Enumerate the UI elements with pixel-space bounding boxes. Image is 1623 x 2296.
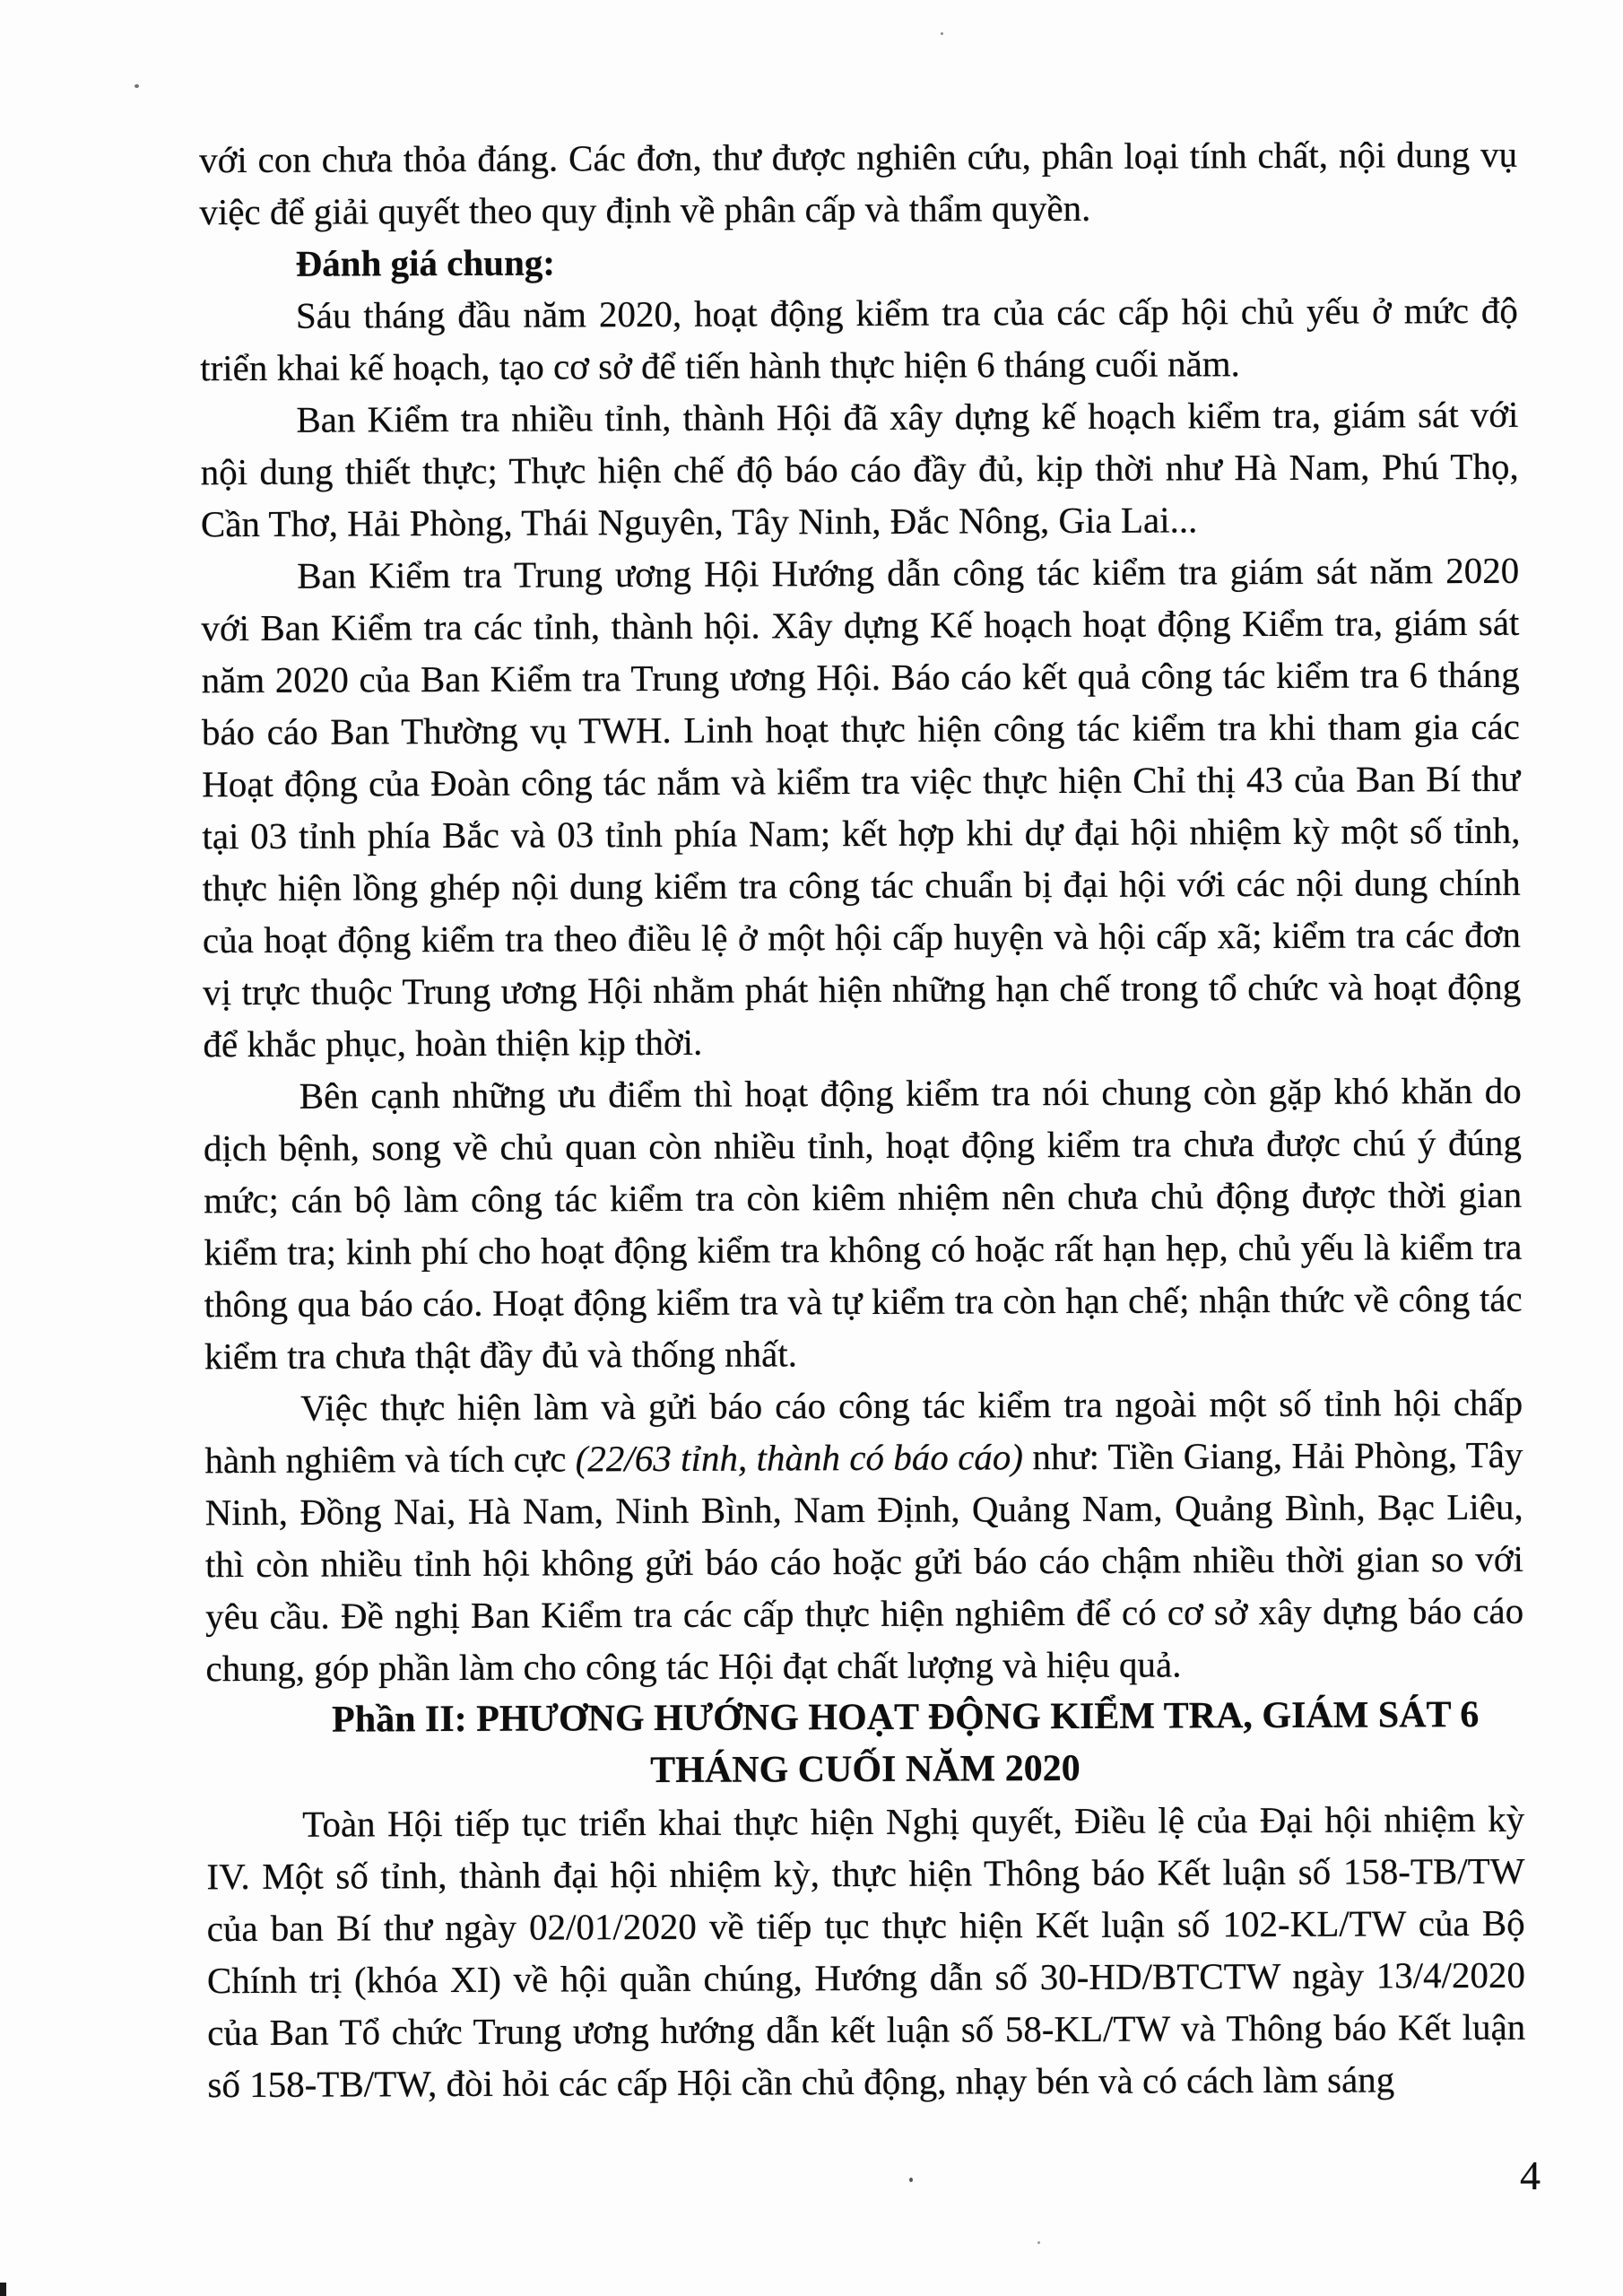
para-ban-kiem-tra-trung-uong: Ban Kiểm tra Trung ương Hội Hướng dẫn công tác kiểm tra giám sát năm 2020 với Ban Kiểm tra các tỉnh, thành hội. Xây dựng Kế hoạch hoạt động Kiểm tra, giám sát năm 2020 của Ban Kiểm tra Trung ương Hội. Báo cáo kết quả công tác kiểm tra 6 tháng báo cáo Ban Thường vụ TWH. Linh hoạt thực hiện công tác kiểm tra khi tham gia các Hoạt động của Đoàn công tác nắm và kiểm tra việc thực hiện Chỉ thị 43 của Ban Bí thư tại 03 tỉnh phía Bắc và 03 tỉnh phía Nam; kết hợp khi dự đại hội nhiệm kỳ một số tỉnh, thực hiện lồng ghép nội dung kiểm tra công tác chuẩn bị đại hội với các nội dung chính của hoạt động kiểm tra theo điều lệ ở một hội cấp huyện và hội cấp xã; kiểm tra các đơn vị trực thuộc Trung ương Hội nhằm phát hiện những hạn chế trong tổ chức và hoạt động để khắc phục, hoàn thiện kịp thời.	[201, 549, 1522, 1065]
para-ben-canh-uu-diem: Bên cạnh những ưu điểm thì hoạt động kiểm tra nói chung còn gặp khó khăn do dịch bệnh, song về chủ quan còn nhiều tỉnh, hoạt động kiểm tra chưa được chú ý đúng mức; cán bộ làm công tác kiểm tra còn kiêm nhiệm nên chưa chủ động được thời gian kiểm tra; kinh phí cho hoạt động kiểm tra không có hoặc rất hạn hẹp, chủ yếu là kiểm tra thông qua báo cáo. Hoạt động kiểm tra và tự kiểm tra còn hạn chế; nhận thức về công tác kiểm tra chưa thật đầy đủ và thống nhất.	[203, 1069, 1523, 1378]
para-toan-hoi: Toàn Hội tiếp tục triển khai thực hiện Nghị quyết, Điều lệ của Đại hội nhiệm kỳ IV. Một số tỉnh, thành đại hội nhiệm kỳ, thực hiện Thông báo Kết luận số 158-TB/TW của ban Bí thư ngày 02/01/2020 về tiếp tục thực hiện Kết luận số 102-KL/TW của Bộ Chính trị (khóa XI) về hội quần chúng, Hướng dẫn số 30-HD/BTCTW ngày 13/4/2020 của Ban Tổ chức Trung ương hướng dẫn kết luận số 58-KL/TW và Thông báo Kết luận số 158-TB/TW, đòi hỏi các cấp Hội cần chủ động, nhạy bén và có cách làm sáng	[206, 1797, 1526, 2106]
scan-speck	[135, 84, 139, 88]
para-gui-bao-cao	[204, 1377, 1524, 1694]
para-sau-thang-dau-nam: Sáu tháng đầu năm 2020, hoạt động kiểm tra của các cấp hội chủ yếu ở mức độ triển khai kế hoạch, tạo cơ sở để tiến hành thực hiện 6 tháng cuối năm.	[200, 289, 1518, 389]
para-gui-bao-cao-before: Việc thực hiện làm và gửi báo cáo công tác kiểm tra ngoài một số tỉnh hội chấp hành nghiêm và tích cực	[204, 1381, 1523, 1482]
scan-edge-artifact	[0, 2283, 6, 2296]
heading-phan-2-line-1: Phần II: PHƯƠNG HƯỚNG HOẠT ĐỘNG KIỂM TRA, GIÁM SÁT 6	[332, 1693, 1480, 1741]
heading-danh-gia-chung: Đánh giá chung:	[295, 241, 556, 284]
page-number: 4	[1520, 2152, 1541, 2198]
para-ban-kiem-tra-tinh-thanh: Ban Kiểm tra nhiều tỉnh, thành Hội đã xây dựng kế hoạch kiểm tra, giám sát với nội dung thiết thực; Thực hiện chế độ báo cáo đầy đủ, kịp thời như Hà Nam, Phú Thọ, Cần Thơ, Hải Phòng, Thái Nguyên, Tây Ninh, Đắc Nông, Gia Lai...	[200, 393, 1519, 545]
scan-speck	[941, 32, 943, 35]
para-gui-bao-cao-after: như: Tiền Giang, Hải Phòng, Tây Ninh, Đồng Nai, Hà Nam, Ninh Bình, Nam Định, Quảng Nam, Quảng Bình, Bạc Liêu, thì còn nhiều tỉnh hội không gửi báo cáo hoặc gửi báo cáo chậm nhiều thời gian so với yêu cầu. Đề nghị Ban Kiểm tra các cấp thực hiện nghiêm để có cơ sở xây dựng báo cáo chung, góp phần làm cho công tác Hội đạt chất lượng và hiệu quả.	[204, 1433, 1524, 1690]
scan-speck	[1037, 2241, 1040, 2244]
scan-speck	[909, 2178, 913, 2182]
para-continuation: với con chưa thỏa đáng. Các đơn, thư được nghiên cứu, phân loại tính chất, nội dung vụ việc để giải quyết theo quy định về phân cấp và thẩm quyền.	[199, 133, 1518, 233]
heading-phan-2-line-2: THÁNG CUỐI NĂM 2020	[650, 1747, 1081, 1792]
para-gui-bao-cao-italic-note: (22/63 tỉnh, thành có báo cáo)	[575, 1436, 1024, 1480]
document-text-block	[199, 128, 1526, 2110]
